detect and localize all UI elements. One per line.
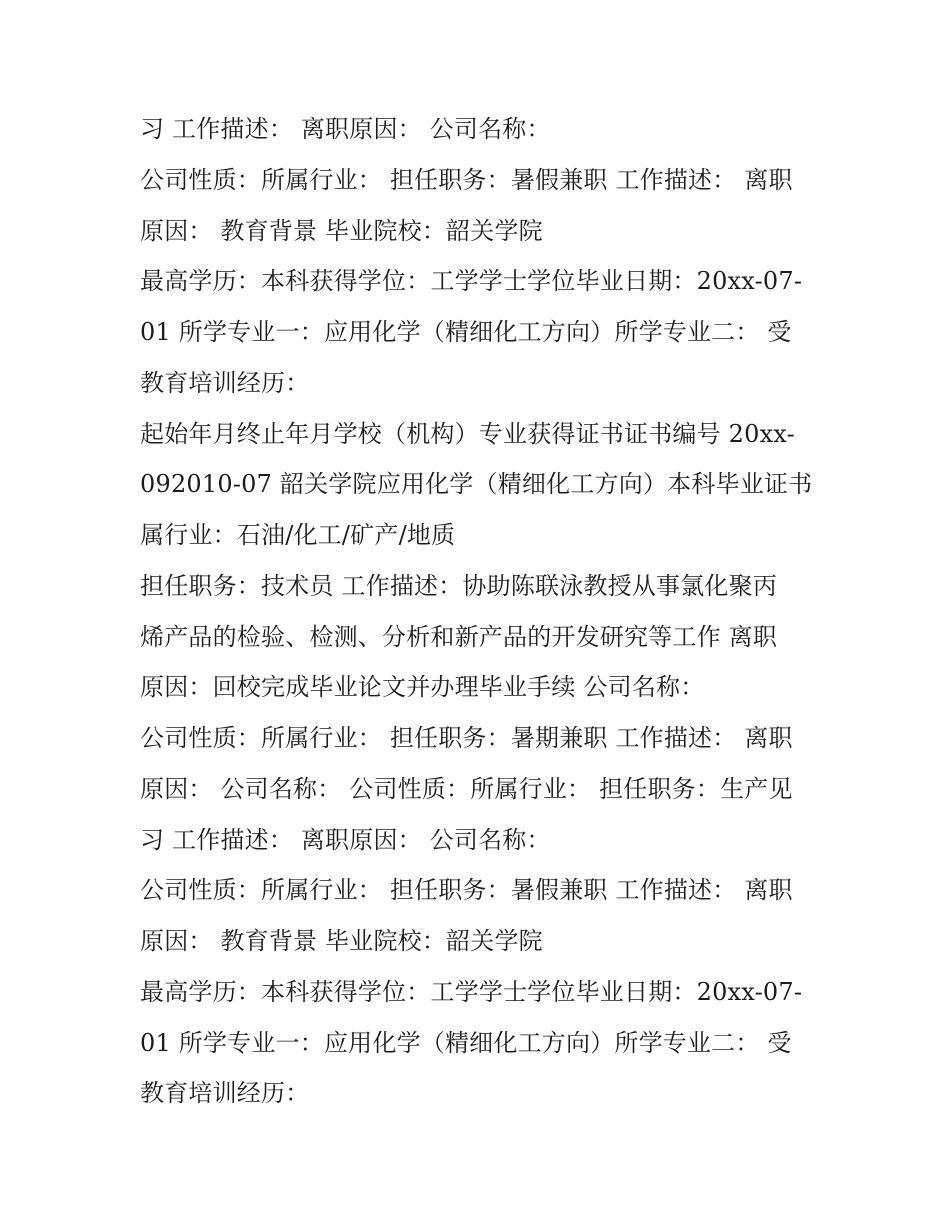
text-line: 原因： 教育背景 毕业院校：韶关学院: [140, 927, 543, 955]
text-line: 公司性质：所属行业： 担任职务：暑期兼职 工作描述： 离职: [140, 724, 793, 752]
text-line: 担任职务：技术员 工作描述：协助陈联泳教授从事氯化聚丙: [140, 571, 778, 600]
text-line: 原因：回校完成毕业论文并办理毕业手续 公司名称：: [140, 673, 705, 702]
text-line: 092010-07 韶关学院应用化学（精细化工方向）本科毕业证书: [140, 470, 813, 499]
text-line: 最高学历：本科获得学位：工学学士学位毕业日期：20xx-07-: [140, 267, 803, 296]
text-line: 01 所学专业一：应用化学（精细化工方向）所学专业二： 受: [140, 1028, 792, 1057]
text-line: 01 所学专业一：应用化学（精细化工方向）所学专业二： 受: [140, 318, 792, 346]
text-line: 公司性质：所属行业： 担任职务：暑假兼职 工作描述： 离职: [140, 165, 793, 194]
document-body: [140, 104, 820, 1119]
text-line: 习 工作描述： 离职原因： 公司名称：: [140, 825, 551, 854]
text-line: 教育培训经历：: [140, 368, 310, 397]
text-line: 原因： 公司名称： 公司性质：所属行业： 担任职务：生产见: [140, 774, 793, 803]
text-line: 烯产品的检验、检测、分析和新产品的开发研究等工作 离职: [140, 622, 778, 651]
text-line: 原因： 教育背景 毕业院校：韶关学院: [140, 216, 543, 245]
text-line: 最高学历：本科获得学位：工学学士学位毕业日期：20xx-07-: [140, 977, 803, 1006]
text-line: 起始年月终止年月学校（机构）专业获得证书证书编号 20xx-: [140, 419, 795, 448]
text-line: 习 工作描述： 离职原因： 公司名称：: [140, 115, 551, 143]
text-line: 属行业：石油/化工/矿产/地质: [140, 521, 456, 549]
text-line: 教育培训经历：: [140, 1079, 310, 1108]
text-line: 公司性质：所属行业： 担任职务：暑假兼职 工作描述： 离职: [140, 876, 793, 905]
